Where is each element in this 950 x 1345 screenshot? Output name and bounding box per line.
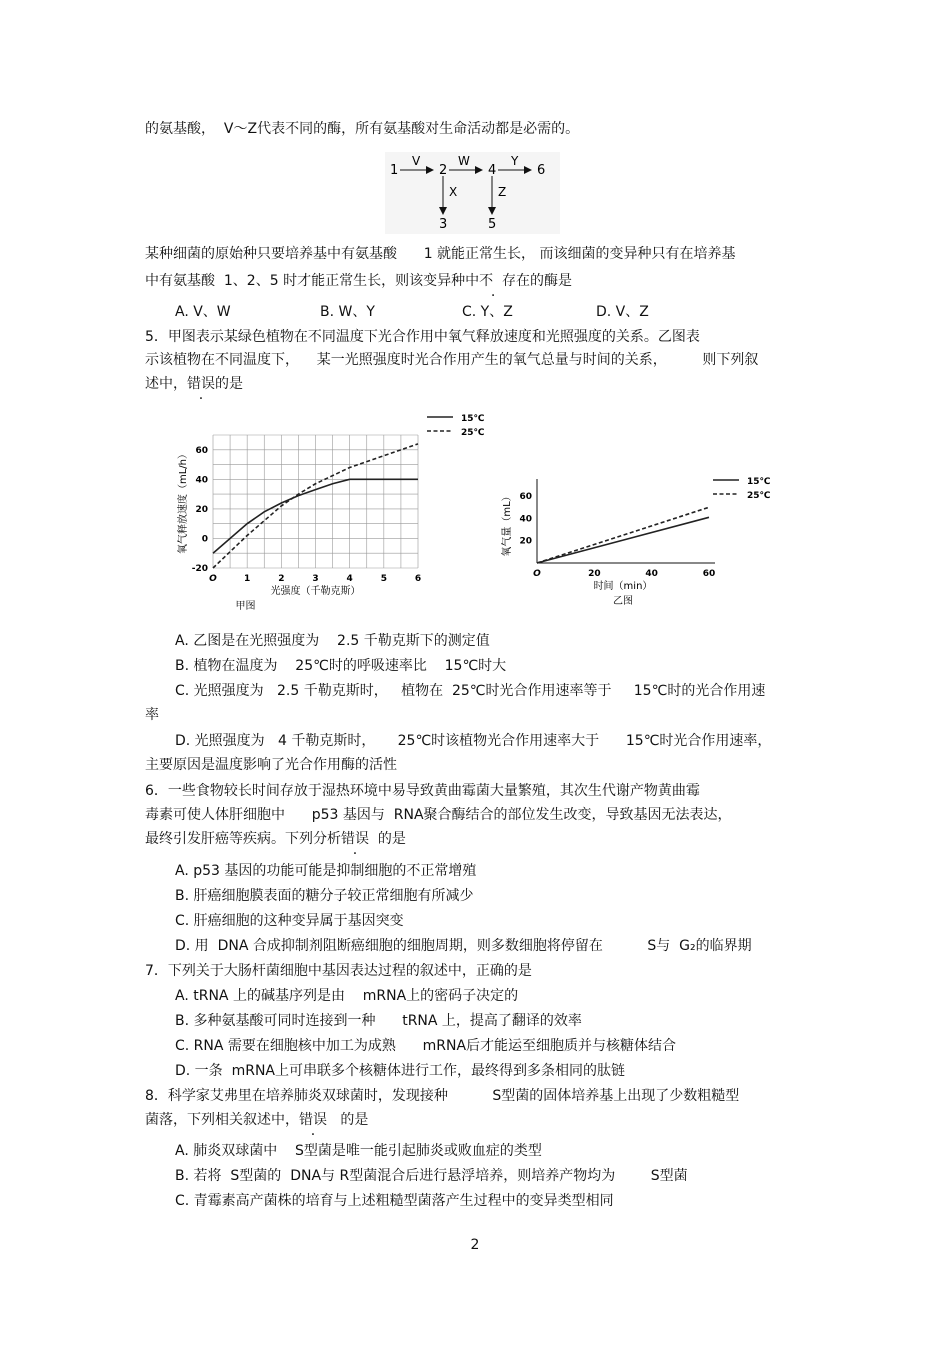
q6-option-a[interactable]: A. p53 基因的功能可能是抑制细胞的不正常增殖	[175, 863, 477, 879]
enzyme-y-label: Y	[511, 154, 519, 168]
q4-option-c[interactable]: C. Y、Z	[462, 304, 513, 320]
chart-yi	[495, 470, 785, 620]
node-3: 3	[439, 217, 448, 232]
q8-stem-line1: 8．科学家艾弗里在培养肺炎双球菌时，发现接种 S型菌的固体培养基上出现了少数粗糙型	[145, 1088, 740, 1104]
chart-title: 乙图	[613, 596, 633, 607]
q7-option-c[interactable]: C. RNA 需要在细胞核中加工为成熟 mRNA后才能运至细胞质并与核糖体结合	[175, 1038, 677, 1054]
node-4: 4	[488, 163, 497, 178]
q8-option-a[interactable]: A. 肺炎双球菌中 S型菌是唯一能引起肺炎或败血症的类型	[175, 1143, 542, 1159]
x-tick-label: 6	[414, 574, 422, 584]
x-tick-label: 60	[702, 569, 716, 579]
y-tick-label: 40	[195, 475, 208, 486]
pathway-diagram	[385, 152, 560, 234]
emphasis-wrong: 错误	[299, 1112, 327, 1128]
page-number: 2	[470, 1237, 480, 1253]
node-1: 1	[390, 163, 399, 178]
series-line	[537, 517, 709, 563]
y-tick-label: 60	[519, 492, 532, 503]
x-tick-label: O	[533, 569, 541, 579]
q5-option-c[interactable]: C. 光照强度为 2.5 千勒克斯时， 植物在 25℃时光合作用速率等于 15℃时的光合作用速	[175, 683, 766, 699]
y-axis-label: 氧气释放速度（mL/h）	[178, 448, 189, 555]
q6-stem-line3: 最终引发肝癌等疾病。下列分析错误 的是	[145, 831, 406, 847]
x-tick-label: 3	[312, 574, 319, 584]
x-tick-label: 4	[346, 574, 353, 584]
legend-label: 15℃	[747, 477, 771, 487]
q4-option-d[interactable]: D. V、Z	[596, 304, 649, 320]
y-tick-label: 60	[195, 445, 208, 456]
x-tick-label: 40	[645, 569, 658, 579]
q4-option-a[interactable]: A. V、W	[175, 304, 231, 320]
q5-stem-line2: 示该植物在不同温度下， 某一光照强度时光合作用产生的氧气总量与时间的关系， 则下列叙	[145, 352, 759, 368]
q8-stem-line2: 菌落，下列相关叙述中，错误 的是	[145, 1112, 369, 1128]
enzyme-v-label: V	[412, 154, 421, 168]
q7-option-a[interactable]: A. tRNA 上的碱基序列是由 mRNA上的密码子决定的	[175, 988, 519, 1004]
emphasis-wrong: 错误	[341, 831, 369, 847]
y-tick-label: -20	[191, 564, 208, 574]
y-tick-label: 40	[519, 514, 532, 525]
q8-option-c[interactable]: C. 青霉素高产菌株的培育与上述粗糙型菌落产生过程中的变异类型相同	[175, 1193, 614, 1209]
q6-stem-line2: 毒素可使人体肝细胞中 p53 基因与 RNA聚合酶结合的部位发生改变，导致基因无法表达，	[145, 807, 732, 823]
x-tick-label: 1	[244, 574, 251, 584]
node-2: 2	[439, 163, 448, 178]
emphasis-wrong: 错误	[187, 376, 215, 392]
x-tick-label: 5	[380, 574, 387, 584]
x-tick-label: O	[209, 574, 217, 584]
q7-stem: 7．下列关于大肠杆菌细胞中基因表达过程的叙述中，正确的是	[145, 963, 532, 979]
x-axis-label: 光强度（千勒克斯）	[270, 586, 361, 597]
y-axis-label: 氧气量（mL）	[502, 491, 513, 557]
y-tick-label: 20	[195, 504, 208, 515]
enzyme-w-label: W	[458, 154, 470, 168]
q7-option-b[interactable]: B. 多种氨基酸可同时连接到一种 tRNA 上，提高了翻译的效率	[175, 1013, 582, 1029]
q6-option-c[interactable]: C. 肝癌细胞的这种变异属于基因突变	[175, 913, 404, 929]
q6-option-b[interactable]: B. 肝癌细胞膜表面的糖分子较正常细胞有所减少	[175, 888, 474, 904]
q6-stem-line1: 6．一些食物较长时间存放于湿热环境中易导致黄曲霉菌大量繁殖，其次生代谢产物黄曲霉	[145, 783, 700, 799]
q8-option-b[interactable]: B. 若将 S型菌的 DNA与 R型菌混合后进行悬浮培养，则培养产物均为 S型菌	[175, 1168, 688, 1184]
q5-stem-line1: 5．甲图表示某绿色植物在不同温度下光合作用中氧气释放速度和光照强度的关系。乙图表	[145, 329, 700, 345]
q5-option-a[interactable]: A. 乙图是在光照强度为 2.5 千勒克斯下的测定值	[175, 633, 490, 649]
series-line	[537, 507, 709, 563]
y-tick-label: 0	[201, 534, 208, 545]
x-tick-label: 2	[278, 574, 285, 584]
chart-title: 甲图	[235, 601, 256, 612]
q4-text-line1: 某种细菌的原始种只要培养基中有氨基酸 1 就能正常生长， 而该细菌的变异种只有在培养基	[145, 246, 736, 262]
legend-label: 15℃	[461, 414, 485, 424]
x-tick-label: 20	[588, 569, 601, 579]
q5-option-d-wrap: 主要原因是温度影响了光合作用酶的活性	[145, 757, 397, 773]
q5-option-d[interactable]: D. 光照强度为 4 千勒克斯时， 25℃时该植物光合作用速率大于 15℃时光合作用速率，	[175, 733, 772, 749]
chart-jia	[165, 405, 485, 620]
q4-text-line2: 中有氨基酸 1、2、5 时才能正常生长，则该变异种中不 存在的酶是	[145, 273, 572, 289]
q5-option-b[interactable]: B. 植物在温度为 25℃时的呼吸速率比 15℃时大	[175, 658, 507, 674]
node-5: 5	[488, 217, 497, 232]
node-6: 6	[537, 163, 546, 178]
y-tick-label: 20	[519, 536, 532, 547]
enzyme-x-label: X	[449, 185, 458, 199]
enzyme-z-label: Z	[498, 185, 507, 199]
q4-option-b[interactable]: B. W、Y	[320, 304, 375, 320]
x-axis-label: 时间（min）	[593, 581, 653, 592]
q7-option-d[interactable]: D. 一条 mRNA上可串联多个核糖体进行工作，最终得到多条相同的肽链	[175, 1063, 625, 1079]
intro-line: 的氨基酸， V～Z代表不同的酶，所有氨基酸对生命活动都是必需的。	[145, 121, 580, 137]
legend-label: 25℃	[747, 491, 771, 501]
legend-label: 25℃	[461, 428, 485, 438]
q5-option-c-wrap: 率	[145, 707, 159, 723]
q6-option-d[interactable]: D. 用 DNA 合成抑制剂阻断癌细胞的细胞周期，则多数细胞将停留在 S与 G₂的临界期	[175, 938, 752, 954]
q5-stem-line3: 述中，错误的是	[145, 376, 243, 392]
